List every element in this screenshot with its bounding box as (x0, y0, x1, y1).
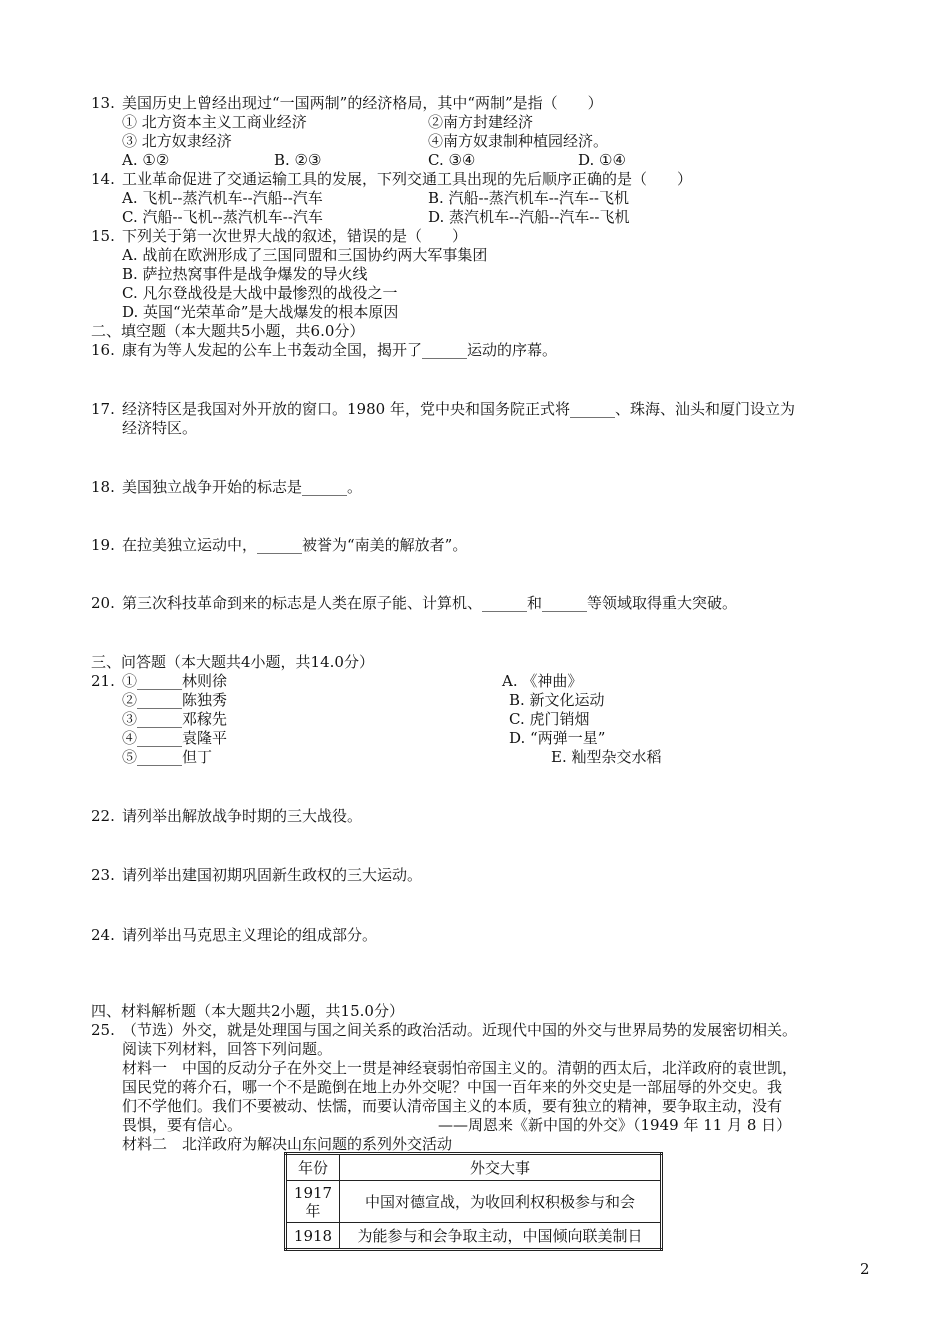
q17-number: 17. (91, 400, 115, 418)
q21-right-item: D. “两弹一星” (509, 729, 606, 747)
q19-text: 在拉美独立运动中，______被誉为“南美的解放者”。 (122, 536, 468, 554)
q13-option-2: ②南方封建经济 (428, 113, 534, 131)
q17-text-line1: 经济特区是我国对外开放的窗口。1980 年，党中央和国务院正式将______、珠海、汕头和厦门设立为 (122, 400, 795, 418)
q25-number: 25. (91, 1021, 115, 1039)
q13-choice-d: D. ①④ (578, 151, 626, 169)
q13-choice-c: C. ③④ (428, 151, 476, 169)
q21-number: 21. (91, 672, 115, 690)
q25-material1-line3: 们不学他们。我们不要被动、怯懦，而要认清帝国主义的本质，要有独立的精神，要争取主动，没有 (122, 1097, 783, 1115)
q21-left-item: ③______邓稼先 (122, 710, 228, 728)
q21-right-item: C. 虎门销烟 (509, 710, 590, 728)
q15-choice-b: B. 萨拉热窝事件是战争爆发的导火线 (122, 265, 368, 283)
q13-choice-a: A. ①② (122, 151, 170, 169)
q17-text-line2: 经济特区。 (122, 419, 198, 437)
q24-number: 24. (91, 926, 115, 944)
q18-number: 18. (91, 478, 115, 496)
q24-text: 请列举出马克思主义理论的组成部分。 (122, 926, 378, 944)
q13-option-1: ① 北方资本主义工商业经济 (122, 113, 307, 131)
q25-intro-line2: 阅读下列材料，回答下列问题。 (122, 1040, 333, 1058)
section-material-heading: 四、材料解析题（本大题共2小题，共15.0分） (91, 1002, 404, 1020)
year-part: 1917 (293, 1183, 333, 1202)
q21-left-item: ⑤______但丁 (122, 748, 213, 766)
q16-number: 16. (91, 341, 115, 359)
page-number: 2 (860, 1260, 870, 1278)
diplomacy-table (284, 1152, 663, 1251)
table-row (286, 1223, 662, 1250)
q16-text: 康有为等人发起的公车上书轰动全国，揭开了______运动的序幕。 (122, 341, 558, 359)
q14-choice-d: D. 蒸汽机车--汽船--汽车--飞机 (428, 208, 630, 226)
q22-text: 请列举出解放战争时期的三大战役。 (122, 807, 363, 825)
q18-text: 美国独立战争开始的标志是______。 (122, 478, 363, 496)
table-cell-year: 1918 (286, 1223, 340, 1250)
q21-right-item: A. 《神曲》 (502, 672, 583, 690)
table-header-year: 年份 (286, 1154, 340, 1181)
q19-number: 19. (91, 536, 115, 554)
q14-choice-b: B. 汽船--蒸汽机车--汽车--飞机 (428, 189, 629, 207)
q14-number: 14. (91, 170, 115, 188)
q15-choice-d: D. 英国“光荣革命”是大战爆发的根本原因 (122, 303, 399, 321)
year-part: 年 (305, 1201, 321, 1220)
q25-material1-line1: 材料一 中国的反动分子在外交上一贯是神经衰弱怕帝国主义的。清朝的西太后，北洋政府的袁世凯， (122, 1059, 798, 1077)
q23-number: 23. (91, 866, 115, 884)
q13-choice-b: B. ②③ (274, 151, 322, 169)
q25-material1-line2: 国民党的蒋介石，哪一个不是跪倒在地上办外交呢？中国一百年来的外交史是一部屈辱的外交史。我 (122, 1078, 783, 1096)
table-cell-year (286, 1181, 340, 1223)
table-header-event: 外交大事 (340, 1154, 662, 1181)
q21-left-item: ①______林则徐 (122, 672, 228, 690)
q21-left-item: ②______陈独秀 (122, 691, 228, 709)
q15-choice-a: A. 战前在欧洲形成了三国同盟和三国协约两大军事集团 (122, 246, 488, 264)
q25-material1-line4: 畏惧，要有信心。 (122, 1116, 243, 1134)
q21-left-item: ④______袁隆平 (122, 729, 228, 747)
q14-stem: 工业革命促进了交通运输工具的发展，下列交通工具出现的先后顺序正确的是（ ） (122, 170, 693, 188)
table-cell-event: 中国对德宣战，为收回利权积极参与和会 (340, 1181, 662, 1223)
section-fill-in-heading: 二、填空题（本大题共5小题，共6.0分） (91, 322, 365, 340)
table-cell-event: 为能参与和会争取主动，中国倾向联美制日 (340, 1223, 662, 1250)
q22-number: 22. (91, 807, 115, 825)
q13-number: 13. (91, 94, 115, 112)
q20-text: 第三次科技革命到来的标志是人类在原子能、计算机、______和______等领域取得重大突破。 (122, 594, 738, 612)
q21-right-item: E. 籼型杂交水稻 (551, 748, 662, 766)
q13-stem: 美国历史上曾经出现过“一国两制”的经济格局，其中“两制”是指（ ） (122, 94, 603, 112)
table-header-row (286, 1154, 662, 1181)
q14-choice-a: A. 飞机--蒸汽机车--汽船--汽车 (122, 189, 323, 207)
q21-right-item: B. 新文化运动 (509, 691, 605, 709)
q15-number: 15. (91, 227, 115, 245)
q14-choice-c: C. 汽船--飞机--蒸汽机车--汽车 (122, 208, 323, 226)
q13-option-4: ④南方奴隶制种植园经济。 (428, 132, 609, 150)
q25-material2-title: 材料二 北洋政府为解决山东问题的系列外交活动 (122, 1135, 453, 1153)
table-row (286, 1181, 662, 1223)
q13-option-3: ③ 北方奴隶经济 (122, 132, 232, 150)
q20-number: 20. (91, 594, 115, 612)
q15-choice-c: C. 凡尔登战役是大战中最惨烈的战役之一 (122, 284, 398, 302)
section-qa-heading: 三、问答题（本大题共4小题，共14.0分） (91, 653, 374, 671)
q23-text: 请列举出建国初期巩固新生政权的三大运动。 (122, 866, 423, 884)
q15-stem: 下列关于第一次世界大战的叙述，错误的是（ ） (122, 227, 468, 245)
q25-material1-source: ——周恩来《新中国的外交》（1949 年 11 月 8 日） (438, 1116, 792, 1134)
q25-intro-line1: （节选）外交，就是处理国与国之间关系的政治活动。近现代中国的外交与世界局势的发展密切相关。 (122, 1021, 798, 1039)
